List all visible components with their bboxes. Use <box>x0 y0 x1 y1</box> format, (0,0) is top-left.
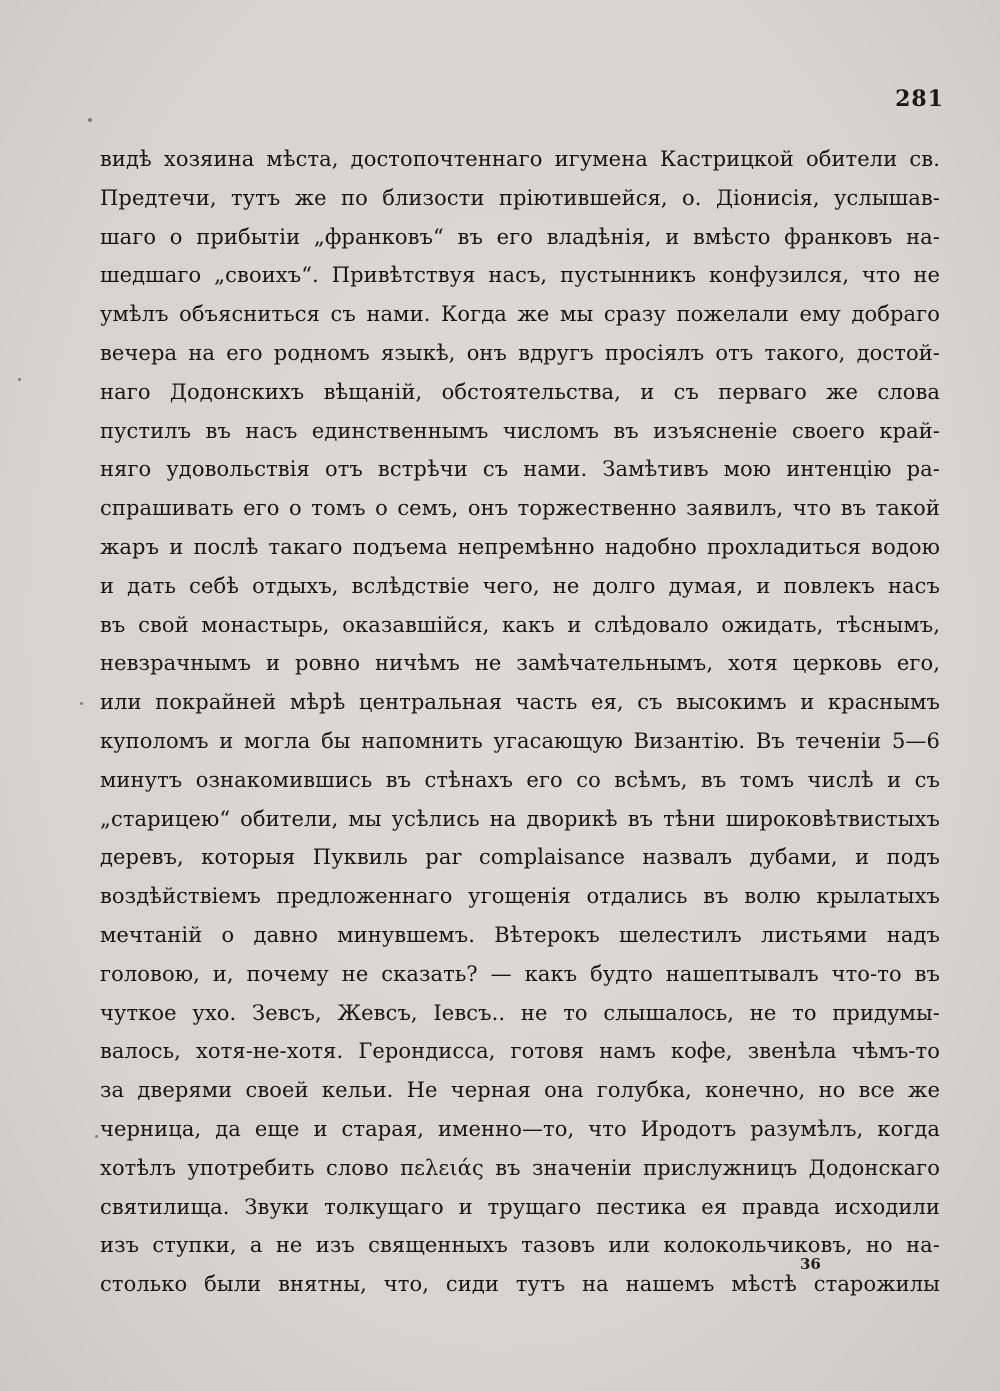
text-line: „старицею“ обители, мы усѣлись на дворикѣ въ тѣни широковѣтвистыхъ <box>100 806 940 831</box>
text-line: няго удовольствія отъ встрѣчи съ нами. Замѣтивъ мою интенцію ра- <box>100 457 940 482</box>
paper-speck <box>18 378 21 381</box>
page-number: 281 <box>895 86 944 112</box>
text-line: видѣ хозяина мѣста, достопочтеннаго игумена Кастрицкой обители св. <box>100 147 940 171</box>
text-line: умѣлъ объясниться съ нами. Когда же мы сразу пожелали ему добраго <box>100 302 940 327</box>
text-line: Предтечи, тутъ же по близости пріютившейся, о. Діонисія, услышав- <box>100 185 940 210</box>
text-line: шедшаго „своихъ“. Привѣтствуя насъ, пустынникъ конфузился, что не <box>100 263 940 288</box>
text-line: чуткое ухо. Зевсъ, Жевсъ, Іевсъ.. не то слышалось, не то придумы- <box>100 1000 940 1025</box>
text-line: изъ ступки, а не изъ священныхъ тазовъ или колокольчиковъ, но на- <box>100 1233 940 1258</box>
text-line: столько были внятны, что, сиди тутъ на нашемъ мѣстѣ старожилы <box>100 1272 940 1297</box>
text-line: святилища. Звуки толкущаго и трущаго пестика ея правда исходили <box>100 1194 940 1219</box>
text-line: шаго о прибытіи „франковъ“ въ его владѣнія, и вмѣсто франковъ на- <box>100 224 940 249</box>
text-line: наго Додонскихъ вѣщаній, обстоятельства, и съ перваго же слова <box>100 379 940 404</box>
paper-speck <box>95 1135 98 1138</box>
text-line: головою, и, почему не сказать? — какъ будто нашептывалъ что-то въ <box>100 961 940 986</box>
text-line: черница, да еще и старая, именно—то, что Иродотъ разумѣлъ, когда <box>100 1116 940 1141</box>
text-line: или покрайней мѣрѣ центральная часть ея, съ высокимъ и краснымъ <box>100 690 940 715</box>
text-line: жаръ и послѣ такаго подъема непремѣнно надобно прохладиться водою <box>100 534 940 559</box>
text-line: вечера на его родномъ языкѣ, онъ вдругъ просіялъ отъ такого, достой- <box>100 340 940 365</box>
text-line: спрашивать его о томъ о семъ, онъ торжественно заявилъ, что въ такой <box>100 496 940 521</box>
text-line: куполомъ и могла бы напомнить угасающую Византію. Въ теченіи 5—6 <box>100 728 940 753</box>
paper-speck <box>88 118 92 122</box>
text-line: пустилъ въ насъ единственнымъ числомъ въ изъясненіе своего край- <box>100 418 940 443</box>
text-line: валось, хотя-не-хотя. Герондисса, готовя намъ кофе, звенѣла чѣмъ-то <box>100 1039 940 1064</box>
text-line: деревъ, которыя Пуквиль par complaisance назвалъ дубами, и подъ <box>100 845 940 870</box>
printer-signature-mark: 36 <box>800 1255 821 1273</box>
text-line: за дверями своей кельи. Не черная она голубка, конечно, но все же <box>100 1078 940 1103</box>
text-line: невзрачнымъ и ровно ничѣмъ не замѣчательнымъ, хотя церковь его, <box>100 651 940 676</box>
text-line: хотѣлъ употребить слово πελειάς въ значеніи прислужницъ Додонскаго <box>100 1155 940 1180</box>
text-line: въ свой монастырь, оказавшійся, какъ и слѣдовало ожидать, тѣснымъ, <box>100 612 940 637</box>
text-line: минутъ ознакомившись въ стѣнахъ его со всѣмъ, въ томъ числѣ и съ <box>100 767 940 792</box>
paper-speck <box>80 702 83 705</box>
body-text <box>100 140 940 1304</box>
text-line: воздѣйствіемъ предложеннаго угощенія отдались въ волю крылатыхъ <box>100 884 940 909</box>
text-line: мечтаній о давно минувшемъ. Вѣтерокъ шелестилъ листьями надъ <box>100 922 940 947</box>
text-line: и дать себѣ отдыхъ, вслѣдствіе чего, не долго думая, и повлекъ насъ <box>100 573 940 598</box>
